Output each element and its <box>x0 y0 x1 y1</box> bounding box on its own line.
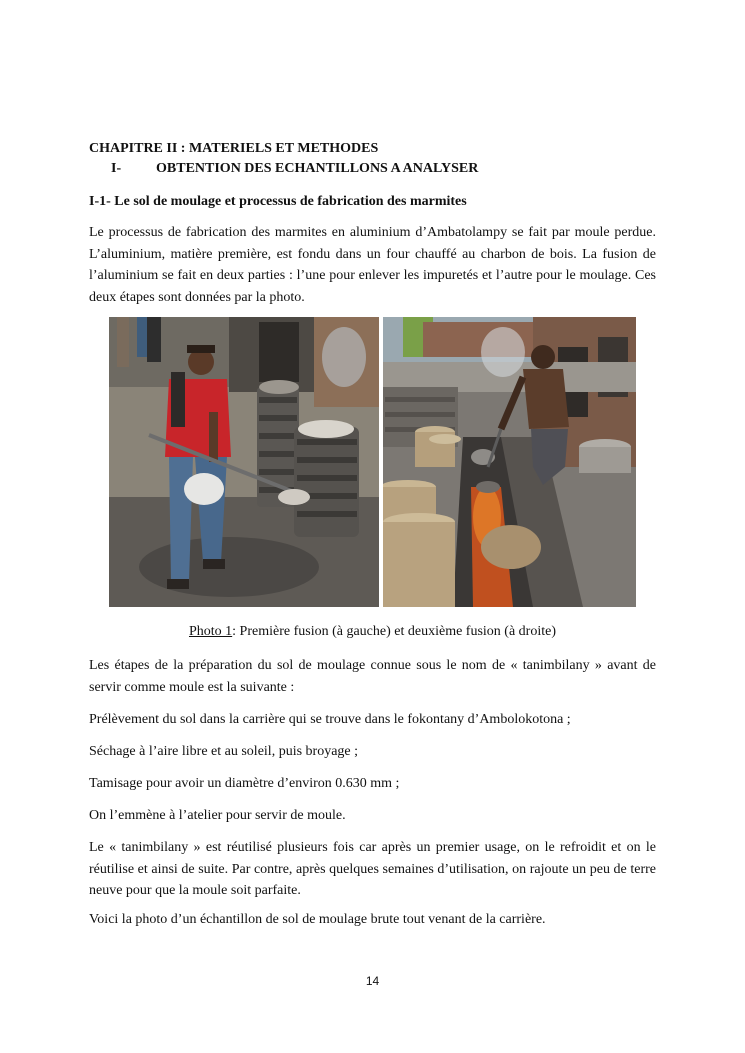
photo-caption-text: : Première fusion (à gauche) et deuxième fusion (à droite) <box>232 624 556 639</box>
step-item: Tamisage pour avoir un diamètre d’environ 0.630 mm ; <box>89 776 400 791</box>
chapter-title: CHAPITRE II : MATERIELS ET METHODES <box>89 141 379 156</box>
section-number: I- <box>111 161 122 176</box>
photo-first-fusion <box>109 317 379 607</box>
paragraph-sample-photo: Voici la photo d’un échantillon de sol de moulage brute tout venant de la carrière. <box>89 912 546 927</box>
paragraph-steps-intro: Les étapes de la préparation du sol de moulage connue sous le nom de « tanimbilany » avant de servir comme moule est la suivante : <box>89 658 656 695</box>
step-item: On l’emmène à l’atelier pour servir de moule. <box>89 808 346 823</box>
section-heading <box>111 158 478 180</box>
section-title: OBTENTION DES ECHANTILLONS A ANALYSER <box>156 161 479 176</box>
photo-caption <box>0 622 745 642</box>
step-item: Prélèvement du sol dans la carrière qui se trouve dans le fokontany d’Ambolokotona ; <box>89 712 571 727</box>
subsection-title: I-1- Le sol de moulage et processus de fabrication des marmites <box>89 194 467 209</box>
paragraph-reuse: Le « tanimbilany » est réutilisé plusieurs fois car après un premier usage, on le refroidit et on le réutilise et ainsi de suite. Par contre, après quelques semaines d’utilisation, on rajoute un peu de terre neuve pour que la moule soit parfaite. <box>89 840 656 898</box>
photo-second-fusion <box>383 317 636 607</box>
paragraph-intro: Le processus de fabrication des marmites en aluminium d’Ambatolampy se fait par moule perdue. L’aluminium, matière première, est fondu dans un four chauffé au charbon de bois. La fusion de l’aluminium se fait en deux parties : l’une pour enlever les impuretés et l’autre pour le moulage. Ces deux étapes sont données par la photo. <box>89 225 656 305</box>
photo-caption-label: Photo 1 <box>188 624 233 639</box>
step-item: Séchage à l’aire libre et au soleil, puis broyage ; <box>89 744 359 759</box>
page-number: 14 <box>365 974 380 988</box>
